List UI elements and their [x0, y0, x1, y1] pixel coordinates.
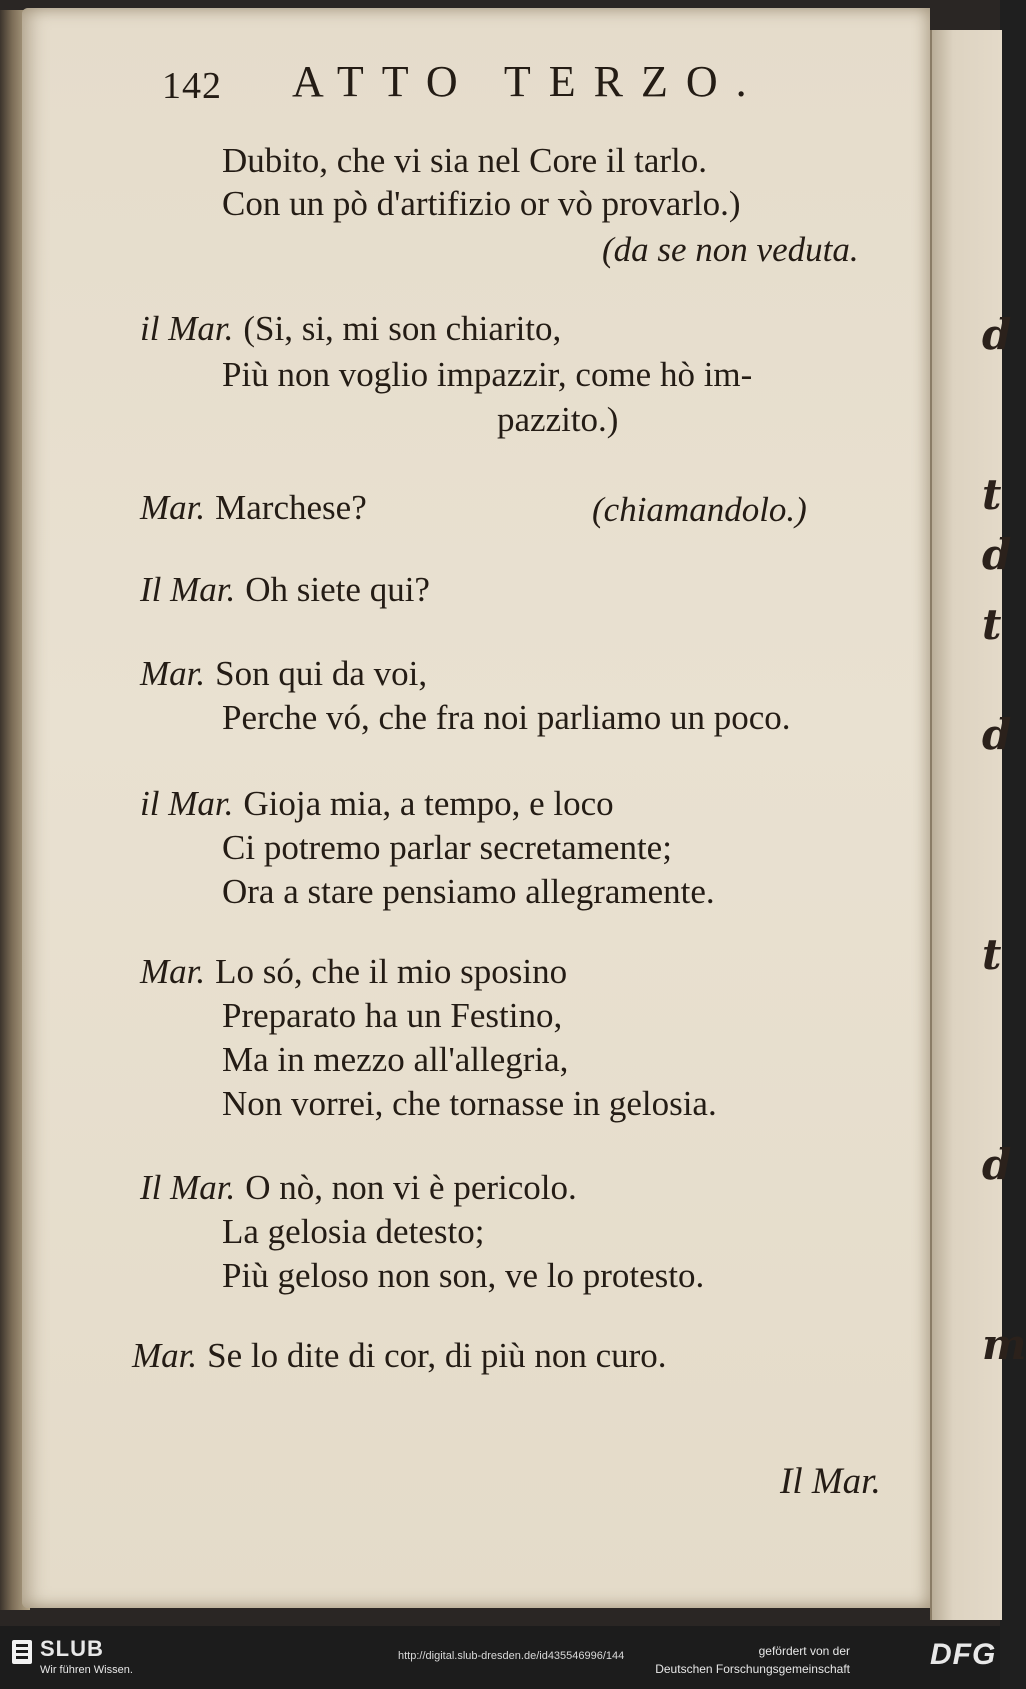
speaker-label: Il Mar. [140, 570, 236, 609]
verse-line: Con un pò d'artifizio or vò provarlo.) [222, 184, 741, 223]
book-icon [12, 1640, 32, 1664]
facing-page-fragment: m [982, 1320, 1026, 1369]
verse-line: Dubito, che vi sia nel Core il tarlo. [222, 141, 708, 180]
speaker-label: Mar. [140, 488, 206, 527]
page-header [142, 56, 782, 116]
verse-line: Ci potremo parlar secretamente; [222, 828, 672, 867]
verse-line: Preparato ha un Festino, [222, 996, 563, 1035]
speaker-label: il Mar. [140, 784, 234, 823]
speech-line: Mar. Lo só, che il mio sposino [140, 952, 568, 991]
viewer-footer [0, 1626, 1000, 1689]
facing-page-fragment: d [982, 310, 1012, 359]
speech-line: Mar. Son qui da voi, [140, 654, 428, 693]
page-number: 142 [162, 65, 222, 107]
funding-note: gefördert von der [758, 1644, 850, 1658]
verse-line: Più geloso non son, ve lo protesto. [222, 1256, 705, 1295]
running-title: ATTO TERZO. [292, 57, 765, 106]
verse-line: pazzito.) [497, 400, 619, 439]
facing-page-fragment: t [982, 930, 1002, 979]
verse-line: La gelosia detesto; [222, 1212, 485, 1251]
facing-page-fragment: t [982, 600, 1002, 649]
speech-line: il Mar. (Si, si, mi son chiarito, [140, 309, 562, 348]
slub-logo[interactable]: SLUB [40, 1636, 104, 1661]
dfg-logo[interactable]: DFG [930, 1638, 997, 1671]
speaker-label: Il Mar. [140, 1168, 236, 1207]
speech-line: Il Mar. Oh siete qui? [140, 570, 430, 609]
verse-line: Ma in mezzo all'allegria, [222, 1040, 569, 1079]
catchword: Il Mar. [780, 1461, 881, 1502]
facing-page-edge [930, 30, 1026, 1620]
permalink-url[interactable]: http://digital.slub-dresden.de/id435546996/144 [398, 1650, 625, 1662]
speaker-label: Mar. [132, 1336, 198, 1375]
facing-page-fragment: d [982, 710, 1012, 759]
slub-tagline: Wir führen Wissen. [40, 1664, 133, 1676]
speech-line: Il Mar. O nò, non vi è pericolo. [140, 1168, 577, 1207]
facing-page-fragment: d [982, 530, 1012, 579]
speaker-label: Mar. [140, 952, 206, 991]
facing-page-fragment: t [982, 470, 1002, 519]
speech-line: Mar. Marchese? [140, 488, 367, 527]
speaker-label: il Mar. [140, 309, 234, 348]
stage-direction: (da se non veduta. [602, 230, 859, 269]
funding-organization: Deutschen Forschungsgemeinschaft [655, 1662, 850, 1676]
speaker-label: Mar. [140, 654, 206, 693]
verse-line: Più non voglio impazzir, come hò im- [222, 355, 753, 394]
speech-line: il Mar. Gioja mia, a tempo, e loco [140, 784, 614, 823]
stage-direction: (chiamandolo.) [592, 490, 807, 529]
verse-line: Non vorrei, che tornasse in gelosia. [222, 1084, 717, 1123]
verse-line: Ora a stare pensiamo allegramente. [222, 872, 715, 911]
facing-page-fragment: d [982, 1140, 1012, 1189]
book-page [22, 8, 930, 1608]
speech-line: Mar. Se lo dite di cor, di più non curo. [132, 1336, 667, 1375]
verse-line: Perche vó, che fra noi parliamo un poco. [222, 698, 791, 737]
